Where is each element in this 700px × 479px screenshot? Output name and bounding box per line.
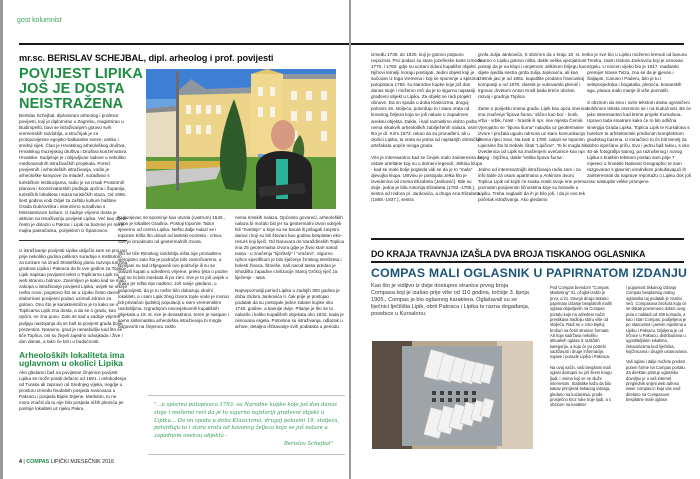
footer-brand: COMPAS — [26, 459, 50, 465]
brochure-rack-image — [372, 341, 533, 449]
body-paragraph: Pod Compas brendom "Compas Marketing" 31. ožujka izašlo je prvo, a 21. travnja drugo tiskano papirnato izdanje besplatnih malih oglasa objavljenih na Compas portalu koje na određeni način preslikava tradiciju staru više od stoljeća. Radi se o crno-bijeloj brošuri na četiri stranice formata A5 koja sadržava nekoliko aktualnih oglasa iz različitih kategorija, a koja će po potrebi sadržavati i druge informacije, najave i ponude Lipika i Pakraca. — [550, 285, 612, 360]
body-paragraph: Vaš oglasi i dalje možete predati putem forme na Compas portalu. Za direktan pristup oglasniku dovoljno je u vaš internet preglednik unijeti web adresu www. compas.in koja vas vodi direktno na Compasove besplatne male oglase. — [626, 359, 686, 402]
header-rule — [19, 43, 349, 45]
article-column-6 — [587, 52, 691, 191]
article-column-1 — [19, 113, 127, 418]
pull-quote — [148, 395, 345, 455]
article-column-4 — [371, 52, 483, 209]
body-paragraph: Na ovaj način, vaši besplatni mali oglasi dostupni su još širem krugu ljudi, i onima koji se ne služe internetom. Statistike kažu da bilo kakav primjerak tiskanog izdanja, gledano na kućanstva, prođe prosječno kroz ruke troje ljudi, a s obzirom na karakter — [550, 364, 612, 408]
section-subhead: Arheoloških lokaliteta ima uglavnom u okolici Lipika — [19, 349, 125, 369]
page-footer — [19, 459, 114, 465]
quote-rule-bottom — [148, 454, 345, 455]
ad-section-rule-mid — [371, 261, 684, 263]
brochure-rack-photo — [372, 341, 533, 449]
ad-section-rule-top — [371, 238, 684, 240]
body-paragraph: i pojavnost tiskanog izdanja Compas besplatnog malog oglasnika taj podatak je znatno veći. Compasova brošura koja će se tiskati povremeno dolazi ovog puta u nakladi od 400 komada, a kao i stari Compas, podijeljena je po stanovima i javnim mjestima u Lipiku i Pakracu. Dijeljena je od trčnice u Pakracu, distribuirana u ugostiteljskim lokalima, čekaonicama kod liječnika, knjižnicama i drugim ustanovama. — [626, 285, 688, 355]
article-column-2 — [118, 215, 230, 336]
author-bio-paragraph: Berislav Schejbal, diplomirani arheolog i profesor povijesti, koji je diplomirao u Zagrebu, magistrirao u Budimpešti, bavi se istraživanjem gotovo svih vremenskih razdoblja, a stručnjak je za protopovijesne egejsko-balkanske sveze, antiku i srednji vijek. Član je Hrvatskog arheološkog društva, Hrvatskog muzejskog društva i Društva konzervatora Hrvatske. Sudjeluje je i objavljivao radove u nekoliko međunarodnih istraživačkih projekata. Pored povijesnih i arheoloških istraživanja, vodio je arheološke kampove za mladež, surađivao s turističkim institucijama, radio je na izradi Prostornih planova i konzervatorskih podloga općina i Županija, turističkih lokaliteta i staza turističkih staza. Od 1995. šest godina vodi Odjel za zaštitu kulture baštine Grada Dubrovnika i intenzivno surađivao s Ministarstvom kulture. U zadnje vrijeme dosta je aktivan na istraživanju povijesti Lipika. Već kao dijete često je dolazio u Pakrac i Lipik na bazene jer mu je majka pakračanka, porijeklom iz Španovice. — [19, 113, 127, 233]
body-paragraph: Ako gledamo baš na povijesne činjenice povijest Lipika se može pratiti defacto od 1691. i oslobođenja od Turaka ali zapravo od Srednjeg vijeka, negdje u prostoru između feudalnih posjeda Ivanovaca u Pakracu i posjeda Bijele Stijene. Međutim, to ne mora značiti da tu nije bilo posjeda nižih plemića jer postoje lokaliteti uz rijeku Pakru. — [19, 369, 127, 412]
author-photo — [146, 69, 336, 209]
article-headline: POVIJEST LIPIKA JOŠ JE DOSTA NEISTRAŽENA — [19, 66, 143, 112]
column-divider — [19, 240, 127, 241]
quote-author: Berislav Schejbal" — [284, 440, 333, 447]
ad-article-lead: Kao što je vidljivo iz dvije dostupne stranice prvog broja Compasa koji je izašao prije više od 110 godina, točnije 3. lipnja 1905., Compas je bio oglasnog karaktera. Oglašavali su se liječnici lječilišta Lipik, obrti Pakraca i Lipika te razna događanja, posebice u Kursalonu. — [371, 283, 530, 318]
body-paragraph: U istraživanje povijesti Lipika uključio sam se prvi put prije nekoliko godina prilikom suradnje s Institutom za turizam na izradi Strateškog plana razvoja turizma gradova Lipika i Pakraca da bi ove godine za Toplice Lipik napisao povijesni tekst o Toplicama Lipik za web stranicu bolnice. Zanimljivo je kako kad se malo zakopa u istraživanje povijesti Lipika, uvijek se otkrije nešto novo, pogotovo što se u Lipiku često davno elaborirani povijesni podaci uzimali zdravo za gotovo. Ono što je karakteristično je to kako se o Toplicama Lipik zna dosta, a da se o gradu, kao općini, ne zna puno. Zato se sad u zadnje vrijeme javljaju nastojanja da se baš ta povijest grada bolje prezentira. Naravno, grad je neraskidljiv kad što se tiče Toplica, oni su živjeli zajedno odvajkada i žive i dan danas, a tako će biti i u budućnosti. — [19, 247, 128, 344]
body-paragraph: Jedno od interesantnijih istraživanja radio sam i za info table za osam apartmana u Ankinom dvoru Toplica Lipik od kojih će svaka nositi svoje ime prema poznatim povijesnim ličnostima koje su boravile u Lipiku. Treba naglasiti da ih je bilo još, i da je ovo tek početak istraživanja. Ako gledamo — [478, 166, 587, 203]
body-paragraph: Što se tiče Rimskog razdoblja ništa nije pronađeno vjerojatno zato što je područje bilo zamočvareno, a Rimljani su tad izbjegavali ovo područje ili su se dolazili kupati u određeno vrijeme; preko ljeta u podne kad ne bi bilo insekata ili po zimi. Sve je to još uvijek u zraku jer ništa nije nađeno. Još ranije gledano, u prapovijesti, da je tu nešto bilo dokazuju okolni lokaliteti, a i sam Lipik zbog izvora tople vode je morao biti privlačan ljudskoj populaciji u svim vremenskim razdobljima. Izgradnjom novovjekovnih kupališnih objekata u 19. st. sve je devastirano, teren je nasipan i samo sistematska arheološka istraživanja bi mogla odgovoriti na činjenicu zašto — [118, 251, 230, 329]
body-paragraph: S obzirom da smo i ovim tekstom dosta ograničeni količinom teksta osvrnimo se i na budućnost. Bit će jako interesantno kad krene projekt Kursalona. Upravo tada smatram kako će to biti odlična sinergija Grada Lipika, Toplica Lipik te Kursalona s hotelom te arhitektonski predivnim kompleksom gradskog bazena. U konačnici to će biti temelj za dobro ispričanu priču. Evo i jednu baš takvu, s oko 40-ak fotografija starog, pa razrušenog i novog Lipika s kratkim tekstom poslao sam prije 7 mjeseci u hrvatski National Geographic te sam razgovarao s glavnim urednikom pokušavajući ih zainteresirati da naprave reportažu o Lipiku dok još nisu nastupile velike promjene. — [587, 100, 691, 184]
footer-issue: LIPIČKI MJESEČNIK 2016 — [49, 459, 114, 465]
body-paragraph: Kukunjevac se spominje kao utvrda (castrum) 1540., tamo je lokalitet Gradina. Postoji toponim Tabor sjeverno od centra Lipika. Nešto dalje nalazi se i toponim Kliša što dolazi od latinski ecclesia - crkva. Sve je izmaknuto od geotermalnih izvora. — [118, 215, 225, 245]
body-paragraph: grofa Julija Jankovića. S obzirom da o kraju 18. st. ne znamo o Lipiku gotovo ništa, dakle velika vjerojatnost postoji da je na klupi i umjetnom Jelkinom brijegu kao dijete sjedila sestra grofa Julija Jankovića, ali kao Izletnik javi je od 1861. kupalište prodano francuskoj kompaniji a od 1876. vlasnik je vukovarski plemić i trgovac drvetom Antun Knoll kada kreće ubrzan razvoj i gradnja Toplica. — [478, 52, 587, 100]
page-number: 4 — [19, 459, 22, 465]
ad-article-column-2 — [626, 285, 688, 407]
body-paragraph: Najnepoznatiji period Lipika u zadnjih 300 godina je doba Izidora Jankovića II. čak prije je postojao podatak da su postojale jedne zidane kupke oko 1745. godine, a kasnije dvije. Pitanje je što se tu nalazilo i koliko kupališnih objekata oko 1843. kada je osnovana ergela. Potrebna su istraživanja, odlazak u arhive, detaljno iščitavanje svih podataka u periodu — [235, 287, 344, 329]
section-label: gost kolumnist — [17, 17, 62, 24]
body-paragraph: Vrlo je interesantno kad se čovjek malo zainteresira za ostale artefakte koji su u domeni legendi. Jelkina klupa - kad se malo bolje pogleda vidi se da je to "mala" djevojka klupa. Ustvinu je postojala Jelka što je izvedenica od imena Elizabeta (Janković). Bile su dvije, jedna je bila Antonija Elizabeta (1783.-1785.), sestra od Izidora pl. Jankovića, a druga Ana Elizabeta (1859.-1937.), sestra — [371, 154, 483, 203]
footer-separator: | — [21, 459, 27, 465]
author-photo-image — [146, 69, 336, 209]
quote-text-block — [148, 396, 345, 454]
ad-article-title: COMPAS MALI OGLASNIK U PAPIRNATOM IZDANJU — [371, 266, 688, 280]
right-page — [351, 0, 700, 479]
ad-article-kicker: DO KRAJA TRAVNJA IZAŠLA DVA BROJA TISKANOG OGLASNIKA — [371, 249, 646, 259]
body-paragraph: Zatim o porijeklu imena grada. Lipik kao opća imenica ima značenje 'lipova šuma,' slično kao bor - borik, vrba - vrbik, hrast - hrastik ili npr. ime mjesta Černik. Vjerojatno se "lipova šuma" nalazila uz geotermalne izvore i pružala ugodu odmora uz staru komunikaciju prema rijeci Savi. Na karti iz 1780. nalazi se toponim Lipicsine što bi trebalo čitati "Lipičine". To bi mogla biti izvedenica od Lipik sa značenjem uvećanice kao npr. brijeg - brjižina, dakle 'Velika lipova šuma'. — [478, 106, 588, 160]
ad-article-column-1 — [550, 285, 613, 413]
body-paragraph: tko je sve bio u Lipiku možemo krenuti od baruna Trenka, zatim Izidora Jankovića koji je osnovao ergelu. U novom vijeku bio je 1917. mađarski premijer Istvan Tisza, zna se da je gjevao i Šaljapin, Caruso i Paderu, bilo je tu i veleposjednika i bogataša, plemića, bosanskih aga, pisaca malo manje ili više poznatih. — [587, 52, 687, 94]
left-page — [3, 0, 349, 479]
body-paragraph: između 1730. do 1820. koji je gotovo potpuno nepoznat. Prvi podaci su stare jozefinske karte između 1770. i 1780. gdje su ucrtani zidani kupališni objekti. Njihovi temelji moraju postojati. Jedini objekt koji je sačuvan iz toga vremena i koji se spominje u spisima putopisaca 1793. su Narodne kupke koje još dan danas stoje i možemo reći da je to sigurno najstariji građevni objekt u Lipiku. Za objekt se radi projekt obnove. Da on spada u doba Klasicizma, drugoj polovini 19. stoljeća, potvrđuju to i stara vrata od kovanog željeza koja se još nalaze u zapadnom aneksu objekta. Dakle, i kad razmislimo dobro pošto nema nikakvih arheoloških zabilježenih nalaza, osim što je dr. Kirm 1873. rekao da su pronađeni, ali u okolici Lipika, ta vrata su jedna od najstarijih obrtničkih artefakata uopće ovoga grada. — [371, 52, 483, 148]
article-column-5 — [478, 52, 588, 209]
quote-text: "...u spisima putopisaca 1793. su Narodne kupke koje još dan danas stoje i možemo reći da je to sigurno najstariji građevni objekt u Lipiku... Da on spada u doba Klasicizma, drugoj polovini 19. stoljeća, potvrđuju to i stara vrata od kovanog željeza koja se još nalaze u zapadnom aneksu objekta - — [154, 402, 340, 440]
header-rule — [351, 43, 684, 45]
article-column-3 — [235, 215, 345, 336]
body-paragraph: nema rimskih nalaza. Općenito govoreći, arheoloških nalaza bi moralo biti jer su geotermalni izvori odvijek bili "Svetinje" u koje su se bacali ili prilagali zavjetni darovi i koji su bili štovani kao godina besplatan eko-resurs koji liječi. Od Daruvara do Varaždinskih Toplica ima 25 geotermalna izvora gdje je živio stari narod Iassa - u značenju "liječitelji" / "vračevi". Sigurno njihov specifikum je bilo liječenje žrnskog sterilizeta i bolesti živaca. Štoviše, naš narod Iassa predao je ishodištu zapadne civilizacije Staroj Grčkoj riječ za liječenje - iasis. — [235, 215, 345, 281]
author-byline: mr.sc. BERISLAV SCHEJBAL, dipl. arheolog i prof. povijesti — [19, 53, 274, 63]
